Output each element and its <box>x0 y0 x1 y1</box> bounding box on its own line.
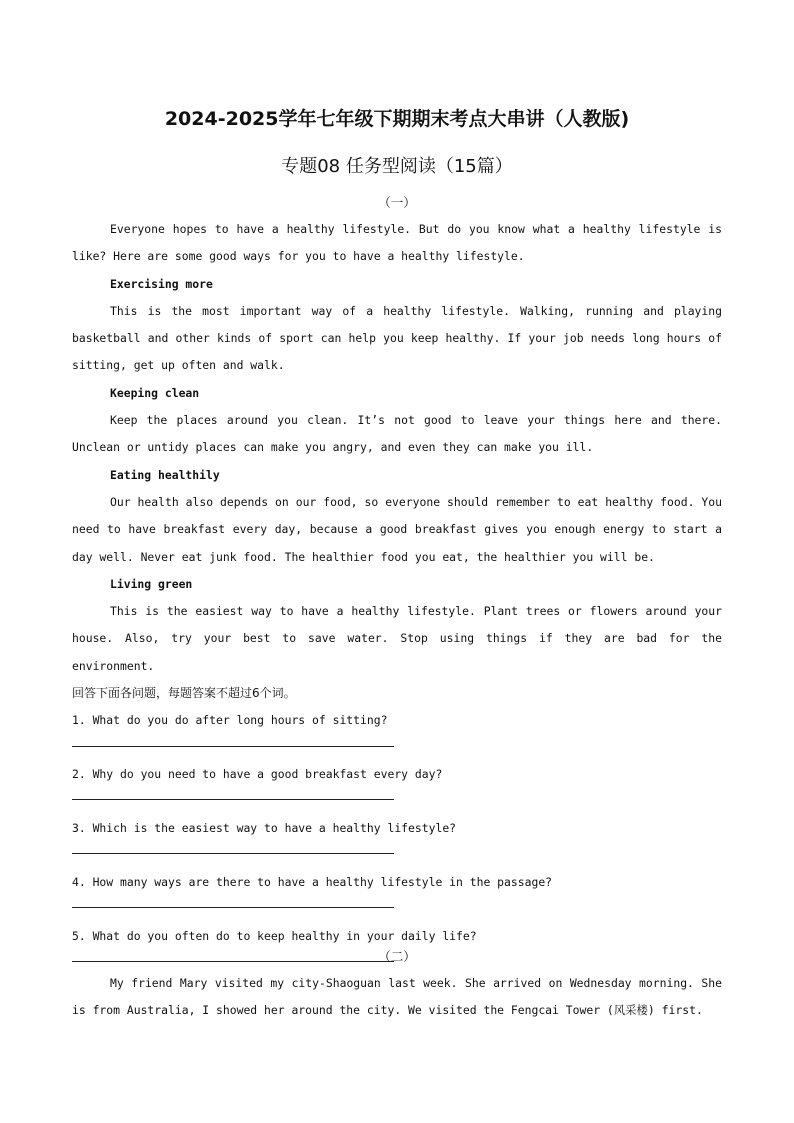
passage-heading: Keeping clean <box>110 385 200 400</box>
section-marker-2: （二） <box>378 949 416 964</box>
passage-paragraph: My friend Mary visited my city-Shaoguan last week. She arrived on Wednesday morning. She is from Australia, I showed her around the city. We visited the Fengcai Tower (风采楼) first. <box>72 976 722 1018</box>
passage-heading: Eating healthily <box>110 467 220 482</box>
question-instruction: 回答下面各问题，每题答案不超过6个词。 <box>72 686 296 701</box>
answer-line <box>72 788 722 815</box>
question: 5. What do you often do to keep healthy in your daily life? <box>72 928 477 943</box>
passage-heading: Living green <box>110 576 193 591</box>
answer-line <box>72 896 722 923</box>
question: 4. How many ways are there to have a healthy lifestyle in the passage? <box>72 874 553 889</box>
passage-2 <box>72 970 722 1025</box>
passage-paragraph: Our health also depends on our food, so everyone should remember to eat healthy food. You need to have breakfast every day, because a good breakfast gives you enough energy to start a day well. Never eat junk food. The healthier food you eat, the healthier you will be. <box>72 494 722 564</box>
question: 3. Which is the easiest way to have a healthy lifestyle? <box>72 820 457 835</box>
question: 2. Why do you need to have a good breakfast every day? <box>72 767 443 782</box>
document-subtitle: 专题08 任务型阅读（15篇） <box>281 156 513 177</box>
passage-paragraph: This is the easiest way to have a healthy lifestyle. Plant trees or flowers around your house. Also, try your best to save water. Stop using things if they are bad for the environment. <box>72 604 722 673</box>
passage-intro: Everyone hopes to have a healthy lifestyle. But do you know what a healthy lifestyle is like? Here are some good ways for you to have a healthy lifestyle. <box>72 222 722 264</box>
passage-paragraph: This is the most important way of a healthy lifestyle. Walking, running and playing basketball and other kinds of sport can help you keep healthy. If your job needs long hours of sitting, get up often and walk. <box>72 303 722 373</box>
passage-paragraph: Keep the places around you clean. It’s not good to leave your things here and there. Unclean or untidy places can make you angry, and even they can make you ill. <box>72 413 722 455</box>
document-title: 2024-2025学年七年级下期期末考点大串讲（人教版) <box>164 108 630 130</box>
question: 1. What do you do after long hours of sitting? <box>72 713 388 728</box>
passage-heading: Exercising more <box>110 276 213 291</box>
passage-1 <box>72 216 722 976</box>
answer-line <box>72 842 722 869</box>
answer-line <box>72 735 722 762</box>
section-marker-1: （一） <box>378 195 416 210</box>
